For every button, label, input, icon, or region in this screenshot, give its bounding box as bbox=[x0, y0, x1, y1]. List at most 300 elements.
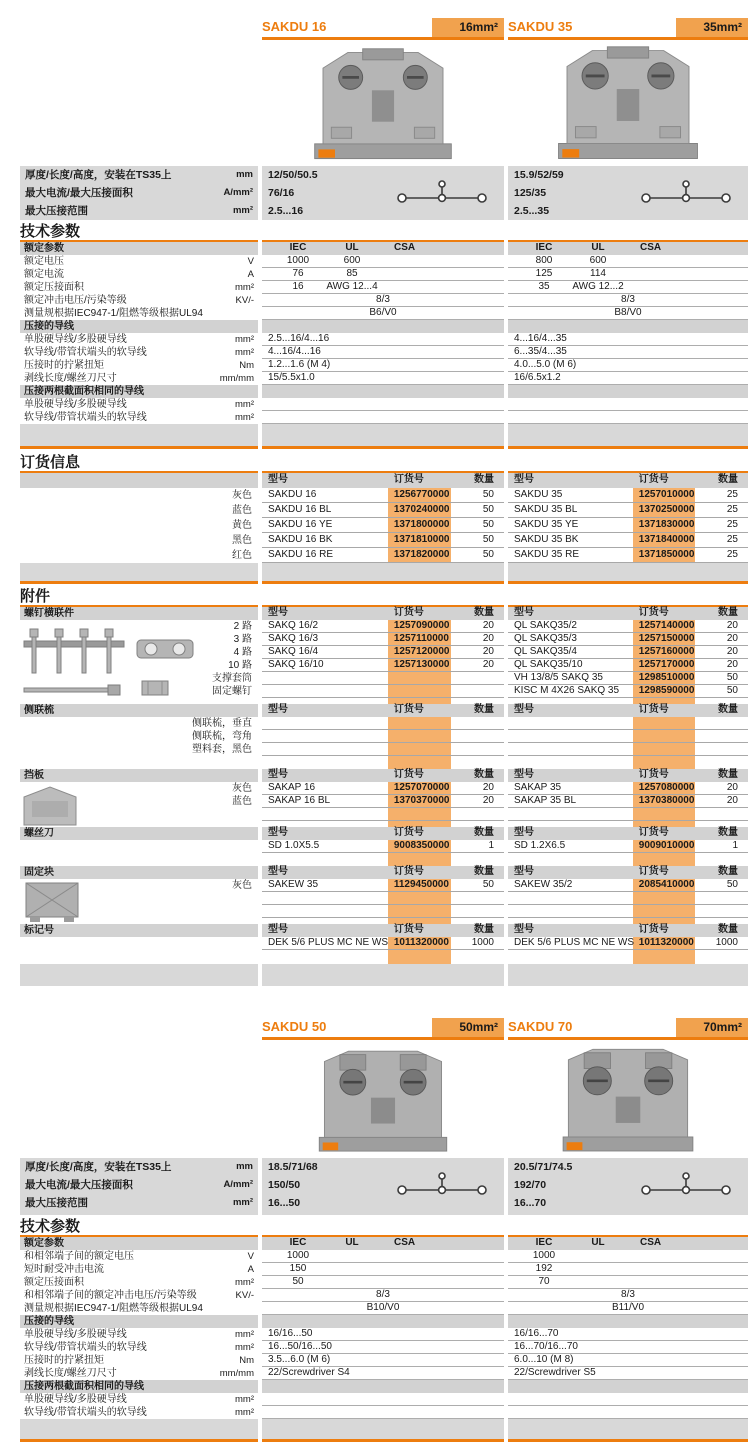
table-row bbox=[508, 646, 748, 659]
side-label: 塑料套，黑色 bbox=[192, 744, 252, 755]
tech-subheading: 压接的导线 bbox=[20, 320, 258, 333]
csa-header: CSA bbox=[394, 1237, 416, 1248]
tech-value-row: 15/5.5x1.0 bbox=[262, 372, 504, 385]
tech-subheading-spacer bbox=[508, 320, 748, 333]
tech-value-row bbox=[508, 1406, 748, 1419]
qty-cell: 20 bbox=[726, 659, 738, 670]
support-sleeve-image bbox=[140, 679, 170, 697]
model-header: 型号 bbox=[268, 607, 288, 618]
table-row bbox=[508, 548, 748, 563]
model-cell: SAKDU 35 RE bbox=[514, 549, 580, 560]
qty-cell: 25 bbox=[726, 549, 738, 560]
product-header-row bbox=[0, 10, 750, 40]
side-label: 黄色 bbox=[232, 520, 252, 531]
qty-cell: 20 bbox=[726, 795, 738, 806]
model-header: 型号 bbox=[514, 924, 534, 935]
table-row bbox=[508, 795, 748, 808]
table-row bbox=[262, 937, 504, 950]
tech-value-row bbox=[508, 268, 748, 281]
accessories-tables-sakdu16 bbox=[262, 607, 504, 986]
qty-header: 数量 bbox=[474, 866, 494, 877]
tech-value-row: 1.2...1.6 (M 4) bbox=[262, 359, 504, 372]
accessories-left-column bbox=[20, 607, 258, 986]
table-row bbox=[262, 685, 504, 698]
iec-value: 50 bbox=[292, 1276, 304, 1287]
tech-label: 软导线/带管状端头的软导线 bbox=[24, 412, 147, 423]
side-label: 黑色 bbox=[232, 535, 252, 546]
tech-value-row bbox=[508, 1276, 748, 1289]
qty-cell: 1 bbox=[732, 840, 738, 851]
order-no-cell: 1257170000 bbox=[638, 659, 695, 670]
tech-label: 压接时的拧紧扭矩 bbox=[24, 360, 104, 371]
wire-size-badge: 16mm² bbox=[432, 18, 504, 37]
dimension-value: 192/70 bbox=[514, 1179, 547, 1191]
tech-value-row: 22/Screwdriver S4 bbox=[262, 1367, 504, 1380]
tech-subheading: 压接的导线 bbox=[20, 1315, 258, 1328]
tech-label-row bbox=[20, 1250, 258, 1263]
qty-header: 数量 bbox=[474, 769, 494, 780]
tech-value-row: 3.5...6.0 (M 6) bbox=[262, 1354, 504, 1367]
tech-label: 单股硬导线/多股硬导线 bbox=[24, 1329, 127, 1340]
terminal-block-image bbox=[313, 1046, 453, 1158]
model-cell: SAKAP 16 BL bbox=[268, 795, 331, 806]
tech-unit: mm² bbox=[235, 1329, 254, 1340]
table-row bbox=[262, 533, 504, 548]
dimension-value: 150/50 bbox=[268, 1179, 301, 1191]
table-row bbox=[508, 533, 748, 548]
table-header-row bbox=[508, 607, 748, 620]
qty-cell: 25 bbox=[726, 534, 738, 545]
tech-unit: mm/mm bbox=[219, 1368, 254, 1379]
product-header-row bbox=[0, 1010, 750, 1040]
qty-cell: 50 bbox=[726, 879, 738, 890]
table-row bbox=[262, 782, 504, 795]
tech-value-row: 8/3 bbox=[508, 294, 748, 307]
table-row bbox=[262, 518, 504, 533]
dimension-label: 最大电流/最大压接面积 bbox=[25, 187, 133, 199]
product-title: SAKDU 50 bbox=[262, 1019, 327, 1034]
tech-values-sakdu16 bbox=[262, 242, 504, 424]
tech-unit: mm² bbox=[235, 1277, 254, 1288]
gray-spacer bbox=[508, 1419, 748, 1439]
section-end-rule bbox=[508, 446, 748, 449]
tech-label: 软导线/带管状端头的软导线 bbox=[24, 1342, 147, 1353]
tech-value-row bbox=[508, 1250, 748, 1263]
qty-cell: 50 bbox=[482, 534, 494, 545]
tech-unit: mm² bbox=[235, 1342, 254, 1353]
table-row bbox=[262, 672, 504, 685]
qty-cell: 1000 bbox=[715, 937, 738, 948]
model-cell: SAKAP 16 bbox=[268, 782, 316, 793]
dimension-label-row bbox=[20, 1194, 258, 1212]
iec-header: IEC bbox=[535, 1237, 553, 1248]
tech-label-row bbox=[20, 333, 258, 346]
model-cell: SAKDU 16 RE bbox=[268, 549, 334, 560]
tech-label-row bbox=[20, 1328, 258, 1341]
qty-header: 数量 bbox=[718, 924, 738, 935]
product-header-sakdu16 bbox=[262, 10, 504, 40]
tech-label-row bbox=[20, 1367, 258, 1380]
iec-value: 800 bbox=[535, 255, 553, 266]
model-cell: SD 1.0X5.5 bbox=[268, 840, 320, 851]
dimension-value: 15.9/52/59 bbox=[514, 169, 564, 181]
tech-unit: mm² bbox=[235, 1394, 254, 1405]
tech-label: 额定电流 bbox=[24, 269, 64, 280]
dimension-value: 2.5...16 bbox=[268, 205, 304, 217]
side-label: 侧联梳，弯角 bbox=[192, 731, 252, 742]
product-image-sakdu50 bbox=[262, 1040, 504, 1158]
table-header-row bbox=[262, 704, 504, 717]
table-header-row bbox=[508, 704, 748, 717]
tech-value-row: 8/3 bbox=[262, 294, 504, 307]
dimension-unit: mm² bbox=[232, 1197, 253, 1208]
tech-subheading-spacer bbox=[508, 385, 748, 398]
product-image-sakdu70 bbox=[508, 1040, 748, 1158]
dimension-values-sakdu70 bbox=[508, 1158, 748, 1215]
section-end-rule bbox=[20, 446, 258, 449]
tech-unit: V bbox=[247, 1251, 254, 1262]
order-no-header: 订货号 bbox=[393, 866, 424, 877]
tech-label-row bbox=[20, 294, 258, 307]
tech-subheading-spacer bbox=[262, 385, 504, 398]
model-cell: SAKDU 16 YE bbox=[268, 519, 333, 530]
order-no-cell: 2085410000 bbox=[638, 879, 695, 890]
table-header-row bbox=[508, 866, 748, 879]
table-header-row bbox=[262, 473, 504, 488]
qty-cell: 20 bbox=[482, 620, 494, 631]
side-label: 蓝色 bbox=[232, 505, 252, 516]
order-no-header: 订货号 bbox=[638, 769, 669, 780]
table-row bbox=[508, 503, 748, 518]
qty-header: 数量 bbox=[474, 607, 494, 618]
ul-value: 600 bbox=[343, 255, 361, 266]
model-header: 型号 bbox=[514, 704, 534, 715]
tech-label-row bbox=[20, 255, 258, 268]
model-cell: SAKQ 16/3 bbox=[268, 633, 319, 644]
order-no-cell: 1370370000 bbox=[393, 795, 450, 806]
tech-subheading-spacer bbox=[262, 1315, 504, 1328]
tech-subheading: 额定参数 bbox=[20, 1237, 258, 1250]
order-no-cell: 1298510000 bbox=[638, 672, 695, 683]
order-no-cell: 1257080000 bbox=[638, 782, 695, 793]
dimension-label-row bbox=[20, 166, 258, 184]
qty-header: 数量 bbox=[718, 827, 738, 838]
tech-value-row: 8/3 bbox=[508, 1289, 748, 1302]
side-label: 支撑套筒 bbox=[212, 673, 252, 684]
tech-value-row bbox=[262, 1263, 504, 1276]
table-row bbox=[508, 633, 748, 646]
table-row bbox=[508, 685, 748, 698]
tech-value-row: 16/6.5x1.2 bbox=[508, 372, 748, 385]
terminal-block-image bbox=[550, 44, 706, 166]
order-no-cell: 1257070000 bbox=[393, 782, 450, 793]
order-no-header: 订货号 bbox=[638, 704, 669, 715]
model-header: 型号 bbox=[514, 607, 534, 618]
table-row bbox=[508, 620, 748, 633]
table-row bbox=[508, 905, 748, 918]
tech-table-row bbox=[0, 242, 750, 449]
qty-cell: 20 bbox=[482, 659, 494, 670]
product-header-sakdu50 bbox=[262, 1010, 504, 1040]
table-row bbox=[508, 937, 748, 950]
table-header-row bbox=[262, 769, 504, 782]
tech-value-row: 16...50/16...50 bbox=[262, 1341, 504, 1354]
model-cell: SD 1.2X6.5 bbox=[514, 840, 566, 851]
tech-value-row: 4.0...5.0 (M 6) bbox=[508, 359, 748, 372]
dimension-label-row bbox=[20, 184, 258, 202]
tech-unit: Nm bbox=[239, 1355, 254, 1366]
order-no-header: 订货号 bbox=[638, 607, 669, 618]
model-header: 型号 bbox=[514, 474, 534, 485]
accessories-table-row bbox=[0, 607, 750, 986]
feed-through-circuit-icon bbox=[394, 1171, 490, 1199]
tech-value-row bbox=[262, 398, 504, 411]
tech-subheading: 额定参数 bbox=[20, 242, 258, 255]
iec-value: 76 bbox=[292, 268, 304, 279]
dimension-value: 2.5...35 bbox=[514, 205, 550, 217]
product-image-sakdu35 bbox=[508, 40, 748, 166]
tech-label: 额定压接面积 bbox=[24, 282, 84, 293]
side-label: 侧联梳，垂直 bbox=[192, 718, 252, 729]
order-no-cell: 1257140000 bbox=[638, 620, 695, 631]
tech-value-row: B6/V0 bbox=[262, 307, 504, 320]
tech-value-row: 4...16/4...16 bbox=[262, 346, 504, 359]
model-cell: QL SAKQ35/2 bbox=[514, 620, 577, 631]
dimension-value: 20.5/71/74.5 bbox=[514, 1161, 573, 1173]
section-end-rule bbox=[262, 446, 504, 449]
table-header-row bbox=[262, 607, 504, 620]
side-comb-subheading: 侧联梳 bbox=[20, 704, 258, 717]
dimension-value: 16...70 bbox=[514, 1197, 547, 1209]
model-cell: SAKDU 35 BL bbox=[514, 504, 578, 515]
tech-value-row: 4...16/4...35 bbox=[508, 333, 748, 346]
order-no-cell: 1011320000 bbox=[638, 937, 694, 948]
order-no-cell: 1371800000 bbox=[393, 519, 450, 530]
ul-header: UL bbox=[345, 242, 359, 253]
tech-value-row bbox=[262, 255, 504, 268]
tech-value-row: 6...35/4...35 bbox=[508, 346, 748, 359]
tech-unit: mm/mm bbox=[219, 373, 254, 384]
side-label: 蓝色 bbox=[232, 796, 252, 807]
gray-spacer bbox=[20, 964, 258, 986]
iec-value: 1000 bbox=[286, 1250, 310, 1261]
tech-subheading-spacer bbox=[508, 1380, 748, 1393]
tech-label: 额定冲击电压/污染等级 bbox=[24, 295, 127, 306]
tech-subheading-spacer bbox=[262, 320, 504, 333]
qty-cell: 50 bbox=[482, 489, 494, 500]
qty-header: 数量 bbox=[474, 474, 494, 485]
table-header-row bbox=[262, 866, 504, 879]
table-row bbox=[262, 743, 504, 756]
table-row bbox=[262, 905, 504, 918]
order-table-row bbox=[0, 473, 750, 584]
wire-size-badge: 50mm² bbox=[432, 1018, 504, 1037]
order-no-header: 订货号 bbox=[393, 607, 424, 618]
ul-value: AWG 12...4 bbox=[326, 281, 378, 292]
order-no-cell: 1370380000 bbox=[638, 795, 695, 806]
table-row bbox=[262, 717, 504, 730]
dimension-value: 125/35 bbox=[514, 187, 547, 199]
table-row bbox=[508, 518, 748, 533]
iec-value: 192 bbox=[535, 1263, 553, 1274]
tech-label-row bbox=[20, 359, 258, 372]
tech-label-row bbox=[20, 1406, 258, 1419]
tech-value-row: B11/V0 bbox=[508, 1302, 748, 1315]
section-end-rule bbox=[20, 581, 258, 584]
table-row bbox=[508, 879, 748, 892]
order-no-cell: 1257010000 bbox=[638, 489, 695, 500]
qty-cell: 20 bbox=[726, 633, 738, 644]
model-cell: DEK 5/6 PLUS MC NE WS bbox=[514, 937, 635, 948]
tech-label-row bbox=[20, 307, 258, 320]
tech-label: 额定电压 bbox=[24, 256, 64, 267]
dimension-unit: mm bbox=[236, 169, 253, 180]
csa-header: CSA bbox=[394, 242, 416, 253]
order-no-cell: 1257120000 bbox=[393, 646, 450, 657]
iec-value: 1000 bbox=[286, 255, 310, 266]
dimension-value: 16...50 bbox=[268, 1197, 301, 1209]
tech-label-row bbox=[20, 281, 258, 294]
qty-cell: 25 bbox=[726, 489, 738, 500]
end-bracket-subheading: 固定块 bbox=[20, 866, 258, 879]
gray-header-bar bbox=[20, 473, 258, 488]
qty-cell: 20 bbox=[482, 646, 494, 657]
order-no-header: 订货号 bbox=[638, 924, 669, 935]
section-end-rule bbox=[262, 1439, 504, 1442]
csa-header: CSA bbox=[640, 1237, 662, 1248]
feed-through-circuit-icon bbox=[638, 179, 734, 207]
model-cell: SAKEW 35/2 bbox=[514, 879, 573, 890]
qty-header: 数量 bbox=[474, 827, 494, 838]
tech-unit: V bbox=[247, 256, 254, 267]
order-no-cell: 1371850000 bbox=[638, 549, 695, 560]
section-end-rule bbox=[20, 1439, 258, 1442]
model-header: 型号 bbox=[514, 866, 534, 877]
table-row bbox=[262, 808, 504, 821]
tech-value-row bbox=[262, 1250, 504, 1263]
product-image-sakdu16 bbox=[262, 40, 504, 166]
tech-label: 剥线长度/螺丝刀尺寸 bbox=[24, 373, 117, 384]
dimension-value: 18.5/71/68 bbox=[268, 1161, 318, 1173]
qty-cell: 50 bbox=[726, 685, 738, 696]
dimension-label: 厚度/长度/高度，安装在TS35上 bbox=[25, 169, 172, 181]
iec-value: 125 bbox=[535, 268, 553, 279]
model-cell: SAKDU 35 bbox=[514, 489, 563, 500]
tech-unit: mm² bbox=[235, 347, 254, 358]
dimension-value: 76/16 bbox=[268, 187, 295, 199]
side-label: 固定螺钉 bbox=[212, 686, 252, 697]
qty-header: 数量 bbox=[718, 607, 738, 618]
order-no-header: 订货号 bbox=[638, 827, 669, 838]
product-title: SAKDU 16 bbox=[262, 19, 327, 34]
order-no-cell: 1370240000 bbox=[393, 504, 450, 515]
order-table-sakdu35 bbox=[508, 473, 748, 584]
tech-unit: A bbox=[247, 1264, 254, 1275]
tech-unit: mm² bbox=[235, 282, 254, 293]
dimension-label-row bbox=[20, 1176, 258, 1194]
product-title: SAKDU 70 bbox=[508, 1019, 573, 1034]
table-row bbox=[262, 633, 504, 646]
model-cell: SAKDU 16 bbox=[268, 489, 317, 500]
table-row bbox=[508, 743, 748, 756]
product-header-sakdu35 bbox=[508, 10, 748, 40]
model-header: 型号 bbox=[268, 924, 288, 935]
tech-value-row: 2.5...16/4...16 bbox=[262, 333, 504, 346]
qty-cell: 20 bbox=[726, 646, 738, 657]
tech-label: 压接时的拧紧扭矩 bbox=[24, 1355, 104, 1366]
tech-label: 测量规根据IEC947-1/阻燃等级根据UL94 bbox=[24, 1303, 203, 1314]
gray-spacer bbox=[508, 964, 748, 986]
tech-labels bbox=[20, 242, 258, 424]
tech-unit: mm² bbox=[235, 399, 254, 410]
terminal-block-image bbox=[308, 46, 458, 166]
order-no-cell: 9009010000 bbox=[638, 840, 695, 851]
qty-header: 数量 bbox=[718, 704, 738, 715]
qty-cell: 20 bbox=[482, 795, 494, 806]
qty-cell: 50 bbox=[482, 504, 494, 515]
product-image-row bbox=[0, 40, 750, 166]
dimension-labels bbox=[20, 166, 258, 220]
tech-label: 单股硬导线/多股硬导线 bbox=[24, 399, 127, 410]
model-header: 型号 bbox=[514, 827, 534, 838]
order-no-header: 订货号 bbox=[393, 769, 424, 780]
table-row bbox=[508, 808, 748, 821]
gray-spacer bbox=[508, 424, 748, 446]
order-no-cell: 1370250000 bbox=[638, 504, 695, 515]
product-header-sakdu70 bbox=[508, 1010, 748, 1040]
tech-value-row: B8/V0 bbox=[508, 307, 748, 320]
gray-spacer bbox=[262, 563, 504, 581]
order-no-header: 订货号 bbox=[393, 827, 424, 838]
tech-label-row bbox=[20, 1393, 258, 1406]
tech-label-row bbox=[20, 1276, 258, 1289]
model-cell: QL SAKQ35/4 bbox=[514, 646, 577, 657]
dimension-value: 12/50/50.5 bbox=[268, 169, 318, 181]
ul-value: AWG 12...2 bbox=[572, 281, 624, 292]
dimension-values-sakdu35 bbox=[508, 166, 748, 220]
table-header-row bbox=[262, 924, 504, 937]
model-cell: KISC M 4X26 SAKQ 35 bbox=[514, 685, 620, 696]
tech-label-row bbox=[20, 372, 258, 385]
tech-standards-header bbox=[508, 242, 748, 255]
tech-standards-header bbox=[262, 1237, 504, 1250]
tech-subheading: 压接两根截面积相同的导线 bbox=[20, 1380, 258, 1393]
tech-subheading-spacer bbox=[262, 1380, 504, 1393]
side-label: 2 路 bbox=[233, 621, 252, 632]
tech-label: 短时耐受冲击电流 bbox=[24, 1264, 104, 1275]
table-row bbox=[508, 782, 748, 795]
tech-subheading-spacer bbox=[508, 1315, 748, 1328]
tech-label-row bbox=[20, 1289, 258, 1302]
marker-subheading: 标记号 bbox=[20, 924, 258, 937]
side-label: 灰色 bbox=[232, 880, 252, 891]
tech-value-row bbox=[508, 1393, 748, 1406]
qty-header: 数量 bbox=[718, 474, 738, 485]
end-plate-subheading: 挡板 bbox=[20, 769, 258, 782]
side-label: 红色 bbox=[232, 550, 252, 561]
tech-label: 和相邻端子间的额定冲击电压/污染等级 bbox=[24, 1290, 197, 1301]
wire-size-badge: 70mm² bbox=[676, 1018, 748, 1037]
dimensions-row bbox=[0, 166, 750, 220]
tech-label: 测量规根据IEC947-1/阻燃等级根据UL94 bbox=[24, 308, 203, 319]
table-row bbox=[262, 730, 504, 743]
side-label: 灰色 bbox=[232, 490, 252, 501]
order-no-cell: 9008350000 bbox=[393, 840, 450, 851]
tech-params-heading: 技术参数 bbox=[20, 1218, 81, 1235]
qty-cell: 20 bbox=[726, 620, 738, 631]
terminal-block-image bbox=[555, 1044, 701, 1158]
model-cell: SAKAP 35 BL bbox=[514, 795, 577, 806]
